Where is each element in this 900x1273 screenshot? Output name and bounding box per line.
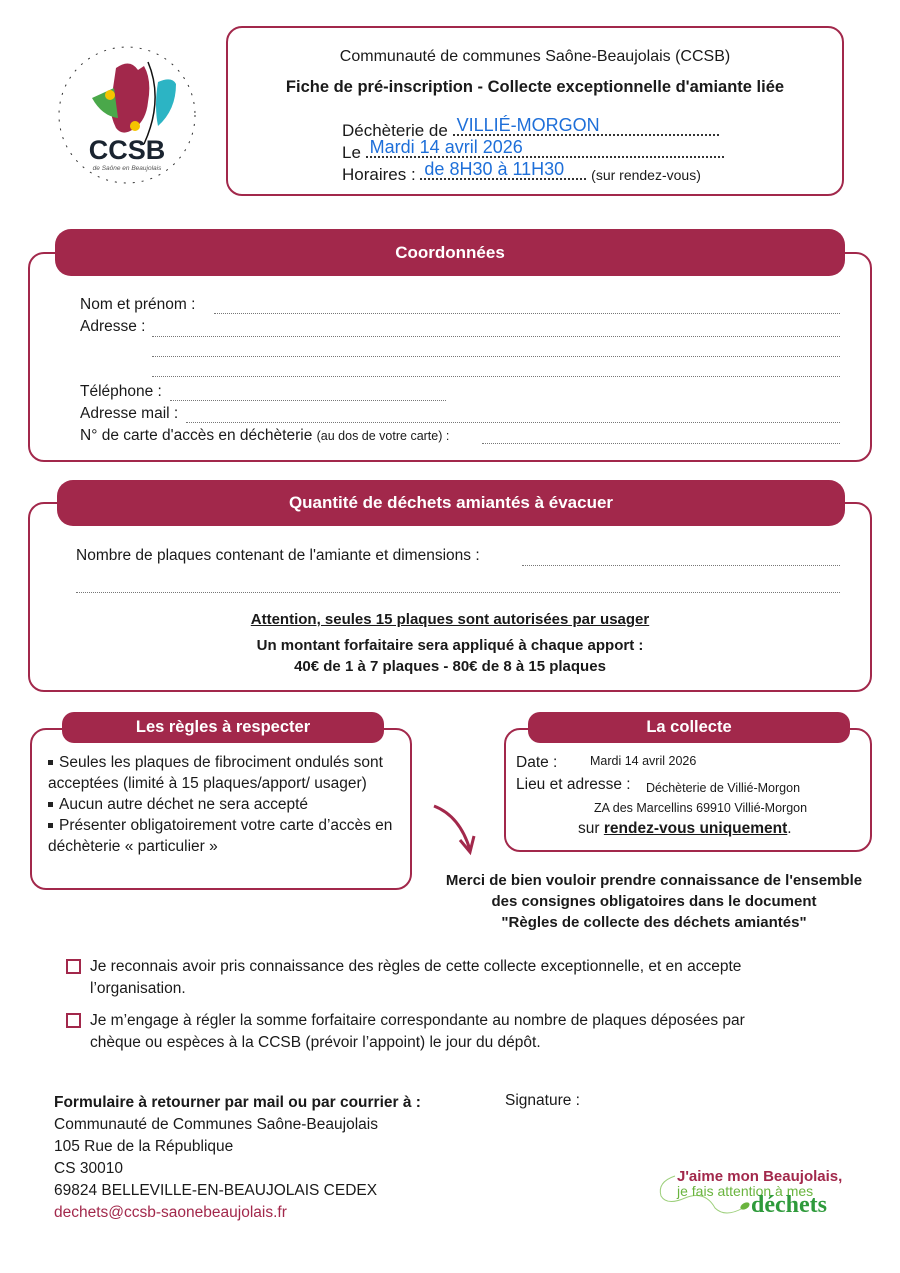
- horaires-field[interactable]: [420, 159, 586, 180]
- bullet-icon: [48, 760, 53, 765]
- date-field[interactable]: [366, 137, 724, 158]
- accept-payment-checkbox[interactable]: [66, 1013, 81, 1028]
- horaires-value: de 8H30 à 11H30: [424, 159, 565, 179]
- org-name: Communauté de communes Saône-Beaujolais (CCSB): [339, 48, 731, 65]
- tarifs-text: 40€ de 1 à 7 plaques - 80€ de 8 à 15 plaques: [294, 658, 606, 675]
- carte-row: [80, 427, 449, 445]
- accept-rules-checkbox[interactable]: [66, 959, 81, 974]
- ccsb-logo-icon: [52, 40, 202, 190]
- signature-area[interactable]: [500, 1116, 860, 1156]
- quantite-title: Quantité de déchets amiantés à évacuer: [57, 480, 845, 526]
- regle-item: Aucun autre déchet ne sera accepté: [48, 794, 410, 815]
- plaques-field-2[interactable]: [76, 592, 840, 593]
- collecte-date-label: Date :: [516, 754, 558, 771]
- montant-text: Un montant forfaitaire sera appliqué à chaque apport :: [256, 637, 644, 654]
- arrow-icon: [430, 800, 480, 858]
- carte-note: (au dos de votre carte) :: [316, 429, 450, 443]
- checkbox-row-paiement: [66, 1010, 745, 1054]
- quantite-section: [28, 502, 872, 692]
- bullet-icon: [48, 823, 53, 828]
- collecte-lieu-label: Lieu et adresse :: [516, 776, 631, 793]
- adresse-field-2[interactable]: [152, 356, 840, 357]
- coordonnees-section: [28, 252, 872, 462]
- horaires-note: (sur rendez-vous): [591, 167, 701, 183]
- adresse-label: Adresse :: [80, 318, 146, 335]
- plaques-field-1[interactable]: [522, 565, 840, 566]
- horaires-label: Horaires :: [342, 165, 416, 184]
- header-box: [226, 26, 844, 196]
- notice-text: Merci de bien vouloir prendre connaissance de l'ensemble des consignes obligatoires dans le document "Règles de collecte des déchets amiantés": [445, 872, 863, 931]
- checkbox-label: Je m’engage à régler la somme forfaitaire correspondante au nombre de plaques déposées par chèque ou espèces à la CCSB (prévoir l’appoint) le jour du dépôt.: [90, 1012, 745, 1051]
- footer-heading: Formulaire à retourner par mail ou par courrier à :: [54, 1094, 421, 1111]
- telephone-label: Téléphone :: [80, 383, 162, 400]
- return-address: [54, 1092, 421, 1224]
- address-line: 105 Rue de la République: [54, 1138, 234, 1155]
- rdv-emphasis: rendez-vous uniquement: [603, 820, 788, 837]
- carte-label: N° de carte d'accès en déchèterie: [80, 427, 313, 444]
- mail-label: Adresse mail :: [80, 405, 179, 422]
- regles-title: Les règles à respecter: [62, 712, 384, 743]
- checkbox-row-regles: [66, 956, 741, 1000]
- address-line: CS 30010: [54, 1160, 123, 1177]
- decheterie-value: VILLIÉ-MORGON: [456, 115, 600, 135]
- regle-item: Seules les plaques de fibrociment ondulés sont acceptées (limité à 15 plaques/apport/ usager): [48, 754, 383, 792]
- collecte-adresse-value: ZA des Marcellins 69910 Villié-Morgon: [594, 801, 808, 815]
- regle-item: Présenter obligatoirement votre carte d’accès en déchèterie « particulier »: [48, 817, 393, 855]
- regles-section: [30, 728, 412, 890]
- bullet-icon: [48, 802, 53, 807]
- slogan-line1: J'aime mon Beaujolais,: [677, 1168, 843, 1185]
- ccsb-logo: [52, 40, 202, 190]
- attention-text: Attention, seules 15 plaques sont autorisées par usager: [250, 611, 650, 628]
- decheterie-field[interactable]: [453, 115, 719, 136]
- slogan-logo: [655, 1168, 855, 1220]
- logo-subtitle: de Saône en Beaujolais: [92, 165, 162, 172]
- collecte-date-value: Mardi 14 avril 2026: [590, 754, 697, 768]
- adresse-field-1[interactable]: [152, 336, 840, 337]
- date-label: Le: [342, 143, 361, 162]
- form-title: Fiche de pré-inscription - Collecte exceptionnelle d'amiante liée: [285, 78, 785, 96]
- horaires-row: [342, 159, 701, 185]
- collecte-section: [504, 728, 872, 852]
- collecte-title: La collecte: [528, 712, 850, 743]
- regles-list: [48, 752, 410, 857]
- carte-field[interactable]: [482, 443, 840, 444]
- mail-field[interactable]: [186, 422, 840, 423]
- collecte-rdv: sur rendez-vous uniquement.: [578, 820, 792, 837]
- collecte-lieu-value: Déchèterie de Villié-Morgon: [646, 781, 801, 795]
- logo-name: CCSB: [88, 135, 166, 165]
- slogan-line2: je fais attention à mes: [677, 1183, 814, 1199]
- email-link[interactable]: dechets@ccsb-saonebeaujolais.fr: [54, 1204, 287, 1221]
- plaques-label: Nombre de plaques contenant de l'amiante et dimensions :: [76, 547, 480, 564]
- address-line: 69824 BELLEVILLE-EN-BEAUJOLAIS CEDEX: [54, 1182, 378, 1199]
- adresse-field-3[interactable]: [152, 376, 840, 377]
- nom-label: Nom et prénom :: [80, 296, 196, 313]
- decheterie-label: Déchèterie de: [342, 121, 448, 140]
- signature-label: Signature :: [505, 1092, 580, 1109]
- coordonnees-title: Coordonnées: [55, 229, 845, 276]
- nom-field[interactable]: [214, 313, 840, 314]
- telephone-field[interactable]: [170, 400, 446, 401]
- date-value: Mardi 14 avril 2026: [369, 137, 523, 157]
- slogan-line3: déchets: [751, 1192, 827, 1218]
- address-line: Communauté de Communes Saône-Beaujolais: [54, 1116, 378, 1133]
- checkbox-label: Je reconnais avoir pris connaissance des règles de cette collecte exceptionnelle, et en accepte l’organisation.: [90, 958, 742, 997]
